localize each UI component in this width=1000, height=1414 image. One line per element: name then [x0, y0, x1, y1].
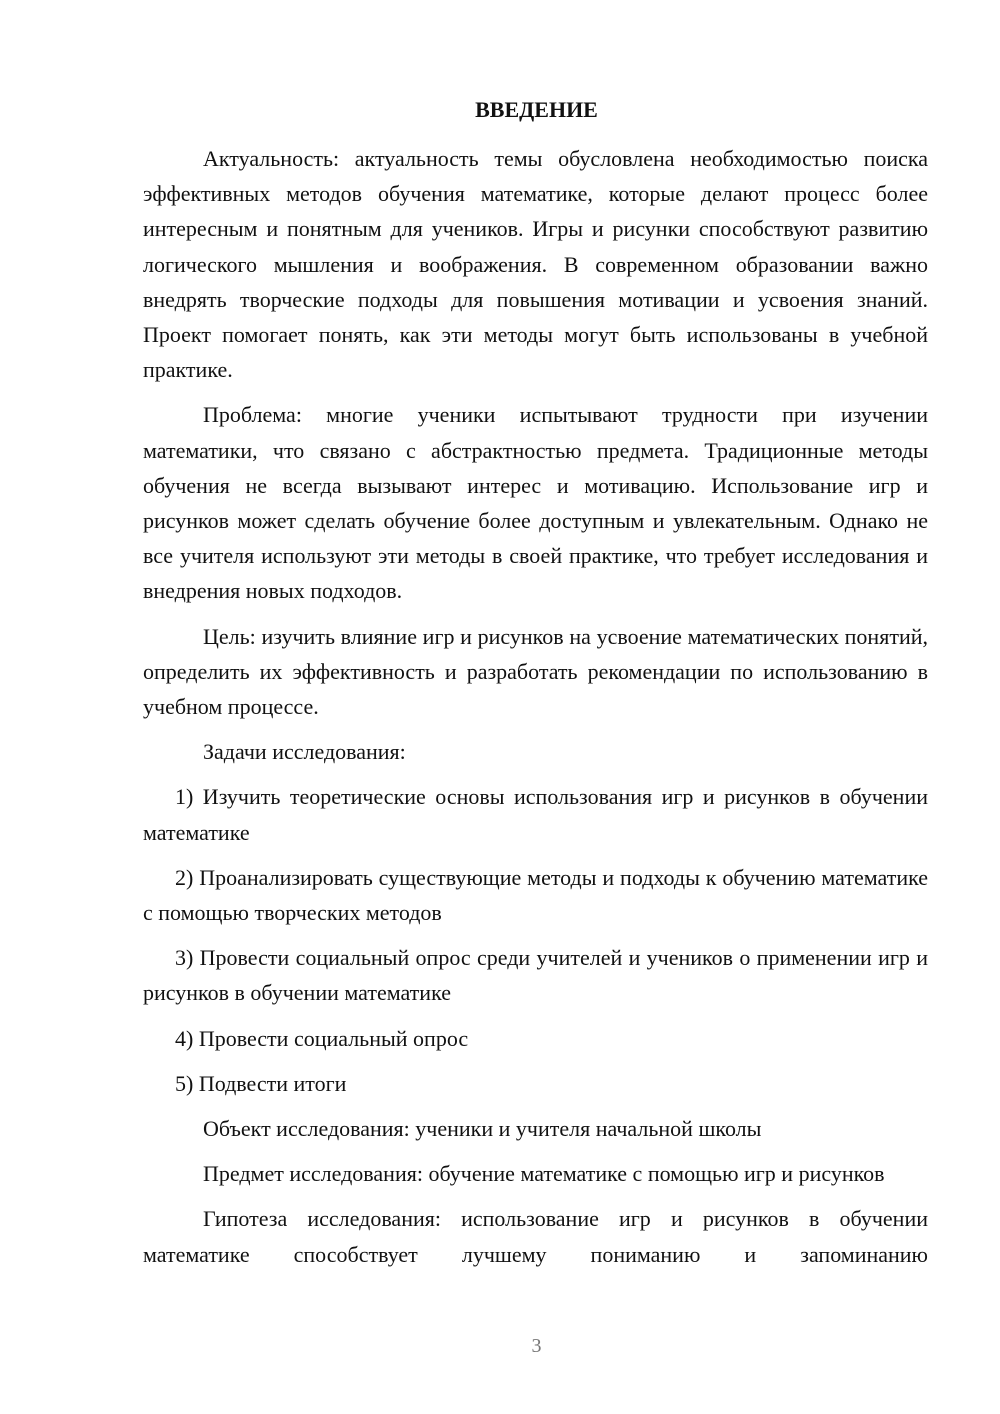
task-item-4: 4) Провести социальный опрос [175, 1025, 469, 1051]
task-item-2: 2) Проанализировать существующие методы и подходы к обучению математике с помощью творческих методов [143, 864, 928, 926]
problem-paragraph: Проблема: многие ученики испытывают трудности при изучении математики, что связано с абстрактностью предмета. Традиционные методы обучения не всегда вызывают интерес и мотивацию. Использование игр и рисунков может сделать обучение более доступным и увлекательным. Однако не все учителя используют эти методы в своей практике, что требует исследования и внедрения новых подходов. [143, 402, 928, 604]
relevance-paragraph: Актуальность: актуальность темы обусловлена необходимостью поиска эффективных методов обучения математике, которые делают процесс более интересным и понятным для учеников. Игры и рисунки способствуют развитию логического мышления и воображения. В современном образовании важно внедрять творческие подходы для повышения мотивации и усвоения знаний. Проект помогает понять, как эти методы могут быть использованы в учебной практике. [143, 146, 928, 383]
hypothesis-paragraph: Гипотеза исследования: использование игр и рисунков в обучении математике способствует лучшему пониманию и запоминанию [143, 1206, 928, 1267]
goal-paragraph: Цель: изучить влияние игр и рисунков на усвоение математических понятий, определить их эффективность и разработать рекомендации по использованию в учебном процессе. [143, 623, 928, 720]
task-item-1: 1) Изучить теоретические основы использования игр и рисунков в обучении математике [143, 784, 928, 845]
object-paragraph: Объект исследования: ученики и учителя начальной школы [203, 1116, 762, 1142]
document-body [143, 141, 928, 1282]
section-heading: ВВЕДЕНИЕ [475, 97, 598, 122]
tasks-title: Задачи исследования: [203, 739, 406, 765]
page-number: 3 [531, 1335, 542, 1357]
subject-paragraph: Предмет исследования: обучение математике с помощью игр и рисунков [203, 1161, 885, 1187]
task-item-3: 3) Провести социальный опрос среди учителей и учеников о применении игр и рисунков в обучении математике [143, 945, 928, 1006]
task-item-5: 5) Подвести итоги [175, 1070, 347, 1096]
